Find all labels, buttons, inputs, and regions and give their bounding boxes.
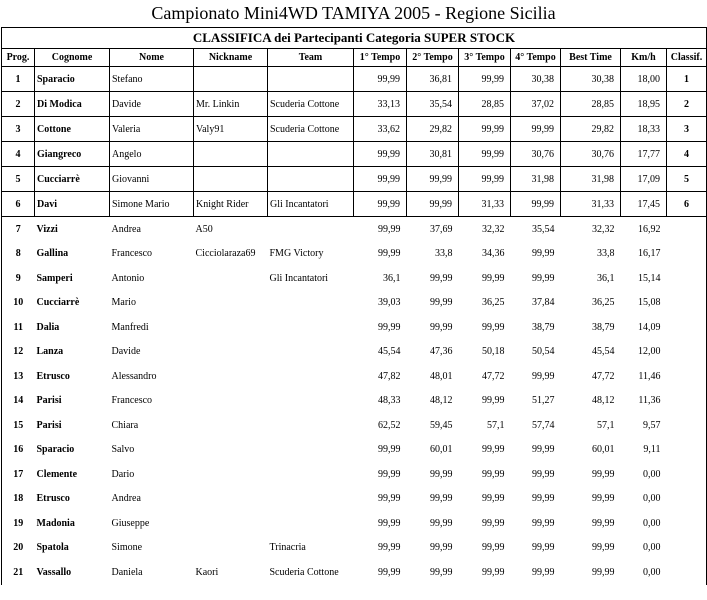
cell-nome: Angelo [110,142,194,167]
cell-cognome: Cucciarrè [36,297,80,309]
cell-tempo2: 47,36 [430,346,453,358]
cell-kmh: 12,00 [638,346,661,358]
cell-tempo2: 99,99 [430,297,453,309]
cell-classif [667,291,707,316]
table-row [2,413,707,438]
cell-prog: 1 [2,67,35,92]
cell-nome: Andrea [111,493,141,505]
cell-tempo4: 99,99 [532,370,555,382]
cell-nickname [194,167,268,192]
cell-kmh: 17,09 [621,167,667,192]
cell-nome: Francesco [111,248,153,260]
cell-tempo1: 99,99 [378,321,401,333]
cell-nome: Stefano [110,67,194,92]
cell-nome: Giovanni [110,167,194,192]
cell-cognome: Vassallo [36,566,72,578]
cell-nome: Antonio [111,272,145,284]
cell-kmh: 14,09 [638,321,661,333]
cell-kmh: 0,00 [643,493,661,505]
cell-cognome: Lanza [36,346,64,358]
cell-tempo3: 99,99 [482,542,505,554]
cell-tempo4: 99,99 [532,468,555,480]
cell-nickname [194,511,268,536]
cell-tempo3: 99,99 [482,444,505,456]
cell-best-time: 30,38 [561,67,621,92]
cell-tempo4: 37,84 [532,297,555,309]
cell-prog: 18 [2,487,35,512]
cell-prog: 9 [2,266,35,291]
cell-classif [667,511,707,536]
cell-tempo2: 99,99 [430,272,453,284]
cell-nickname [194,266,268,291]
cell-cognome: Cucciarrè [35,167,110,192]
header-row [2,49,707,67]
table-row [2,560,707,585]
cell-classif [667,438,707,463]
table-row [2,67,707,92]
cell-best-time: 38,79 [592,321,615,333]
cell-cognome: Etrusco [36,370,70,382]
cell-tempo2: 37,69 [430,223,453,235]
cell-nome: Manfredi [111,321,149,333]
cell-prog: 7 [2,217,35,242]
cell-tempo4: 51,27 [532,395,555,407]
cell-cognome: Clemente [36,468,78,480]
cell-best-time: 32,32 [592,223,615,235]
cell-tempo1: 33,62 [354,117,407,142]
cell-team [268,167,354,192]
cell-team [268,511,354,536]
cell-best-time: 31,33 [561,192,621,217]
col-header-prog: Prog. [2,49,35,67]
cell-tempo2: 59,45 [430,419,453,431]
cell-best-time: 29,82 [561,117,621,142]
cell-best-time: 36,25 [592,297,615,309]
cell-nome: Davide [110,92,194,117]
cell-tempo2: 99,99 [407,167,459,192]
cell-tempo1: 99,99 [378,248,401,260]
cell-cognome: Giangreco [35,142,110,167]
cell-classif [667,462,707,487]
cell-cognome: Samperi [36,272,73,284]
cell-team [268,487,354,512]
cell-classif [667,315,707,340]
cell-team: Scuderia Cottone [268,92,354,117]
cell-nickname: Knight Rider [194,192,268,217]
cell-tempo1: 99,99 [378,566,401,578]
cell-nickname [194,462,268,487]
cell-team [268,389,354,414]
cell-tempo2: 99,99 [430,517,453,529]
table-row [2,438,707,463]
col-header-cognome: Cognome [35,49,110,67]
cell-team [268,413,354,438]
cell-tempo4: 99,99 [532,493,555,505]
table-row [2,242,707,267]
cell-prog: 2 [2,92,35,117]
cell-classif [667,413,707,438]
cell-best-time: 30,76 [561,142,621,167]
cell-tempo4: 37,02 [511,92,561,117]
cell-cognome: Spatola [36,542,69,554]
cell-team [268,462,354,487]
cell-tempo1: 99,99 [378,542,401,554]
cell-team [268,142,354,167]
cell-classif: 3 [667,117,707,142]
cell-best-time: 47,72 [592,370,615,382]
cell-nickname: Cicciolaraza69 [195,248,256,260]
cell-cognome: Dalia [36,321,60,333]
cell-tempo3: 36,25 [482,297,505,309]
cell-tempo3: 34,36 [482,248,505,260]
cell-nickname [194,413,268,438]
cell-prog: 8 [2,242,35,267]
cell-team: Trinacria [269,542,306,554]
cell-tempo1: 47,82 [378,370,401,382]
cell-tempo1: 99,99 [354,192,407,217]
cell-kmh: 18,95 [621,92,667,117]
cell-nickname [194,315,268,340]
table-row [2,266,707,291]
cell-nome: Salvo [111,444,135,456]
cell-nickname: Kaori [195,566,219,578]
cell-tempo2: 36,81 [407,67,459,92]
table-row [2,92,707,117]
cell-team [268,438,354,463]
cell-kmh: 0,00 [643,566,661,578]
cell-kmh: 18,33 [621,117,667,142]
cell-best-time: 99,99 [592,517,615,529]
cell-cognome: Gallina [36,248,69,260]
cell-kmh: 15,08 [638,297,661,309]
cell-tempo4: 50,54 [532,346,555,358]
cell-team: Scuderia Cottone [269,566,339,578]
cell-team [268,67,354,92]
cell-cognome: Madonia [36,517,75,529]
cell-tempo1: 99,99 [378,468,401,480]
col-header-team: Team [268,49,354,67]
cell-team: Gli Incantatori [269,272,329,284]
cell-kmh: 0,00 [643,517,661,529]
cell-team: FMG Victory [269,248,324,260]
cell-nome: Dario [111,468,135,480]
cell-tempo3: 99,99 [482,321,505,333]
cell-prog: 11 [2,315,35,340]
cell-nome: Davide [111,346,141,358]
cell-cognome: Sparacio [36,444,75,456]
cell-kmh: 9,11 [643,444,661,456]
cell-tempo2: 99,99 [430,493,453,505]
cell-tempo2: 30,81 [407,142,459,167]
cell-team [268,340,354,365]
cell-prog: 13 [2,364,35,389]
cell-best-time: 57,1 [597,419,615,431]
cell-tempo4: 99,99 [532,542,555,554]
cell-nickname: Mr. Linkin [194,92,268,117]
cell-nickname [194,67,268,92]
cell-tempo2: 48,12 [430,395,453,407]
cell-best-time: 60,01 [592,444,615,456]
cell-tempo3: 99,99 [482,395,505,407]
cell-tempo1: 99,99 [378,444,401,456]
cell-kmh: 0,00 [643,542,661,554]
cell-tempo2: 99,99 [430,542,453,554]
cell-kmh: 11,36 [638,395,661,407]
cell-prog: 10 [2,291,35,316]
cell-best-time: 28,85 [561,92,621,117]
cell-cognome: Di Modica [35,92,110,117]
cell-best-time: 45,54 [592,346,615,358]
cell-tempo1: 33,13 [354,92,407,117]
cell-tempo3: 99,99 [459,67,511,92]
cell-nome: Simone Mario [110,192,194,217]
cell-tempo3: 50,18 [482,346,505,358]
cell-cognome: Sparacio [35,67,110,92]
cell-kmh: 0,00 [643,468,661,480]
cell-team [268,217,354,242]
cell-prog: 19 [2,511,35,536]
cell-tempo4: 99,99 [532,517,555,529]
cell-tempo4: 30,76 [511,142,561,167]
cell-tempo4: 99,99 [532,248,555,260]
cell-tempo2: 99,99 [430,468,453,480]
cell-tempo4: 99,99 [511,192,561,217]
table-row [2,192,707,217]
cell-best-time: 31,98 [561,167,621,192]
cell-cognome: Etrusco [36,493,70,505]
cell-nickname [194,389,268,414]
cell-tempo2: 35,54 [407,92,459,117]
cell-tempo4: 99,99 [532,444,555,456]
cell-prog: 3 [2,117,35,142]
cell-nome: Valeria [110,117,194,142]
cell-nickname [194,340,268,365]
cell-tempo3: 47,72 [482,370,505,382]
table-row [2,117,707,142]
cell-nickname: A50 [195,223,213,235]
cell-cognome: Vizzi [36,223,58,235]
cell-team: Gli Incantatori [268,192,354,217]
cell-classif [667,487,707,512]
table-row [2,142,707,167]
cell-tempo4: 57,74 [532,419,555,431]
cell-nickname [194,487,268,512]
cell-nickname [194,364,268,389]
cell-classif [667,364,707,389]
cell-tempo4: 99,99 [532,566,555,578]
cell-kmh: 17,77 [621,142,667,167]
cell-nome: Alessandro [111,370,157,382]
cell-classif [667,340,707,365]
cell-tempo3: 99,99 [482,493,505,505]
cell-tempo3: 99,99 [482,468,505,480]
cell-tempo4: 38,79 [532,321,555,333]
cell-tempo1: 99,99 [378,517,401,529]
page-title: Campionato Mini4WD TAMIYA 2005 - Regione Sicilia [151,3,556,23]
cell-kmh: 11,46 [638,370,661,382]
cell-tempo1: 99,99 [354,142,407,167]
cell-cognome: Davi [35,192,110,217]
cell-cognome: Parisi [36,395,62,407]
table-row [2,536,707,561]
cell-prog: 5 [2,167,35,192]
table-row [2,511,707,536]
table-row [2,340,707,365]
cell-team [268,364,354,389]
cell-nome: Mario [111,297,136,309]
cell-nome: Daniela [111,566,143,578]
cell-prog: 21 [2,560,35,585]
col-header-nickname: Nickname [194,49,268,67]
cell-tempo2: 29,82 [407,117,459,142]
cell-best-time: 48,12 [592,395,615,407]
table-row [2,389,707,414]
cell-nome: Simone [111,542,143,554]
cell-nickname: Valy91 [194,117,268,142]
table-row [2,167,707,192]
cell-cognome: Parisi [36,419,62,431]
cell-tempo4: 99,99 [532,272,555,284]
cell-kmh: 9,57 [643,419,661,431]
cell-classif: 2 [667,92,707,117]
cell-tempo3: 99,99 [459,142,511,167]
cell-classif: 1 [667,67,707,92]
table-row [2,487,707,512]
cell-tempo4: 99,99 [511,117,561,142]
cell-classif [667,217,707,242]
results-table [1,48,707,585]
cell-kmh: 16,17 [638,248,661,260]
table-row [2,291,707,316]
table-row [2,217,707,242]
cell-prog: 14 [2,389,35,414]
cell-classif [667,389,707,414]
cell-tempo3: 99,99 [459,167,511,192]
cell-classif: 5 [667,167,707,192]
cell-prog: 20 [2,536,35,561]
cell-kmh: 18,00 [621,67,667,92]
cell-tempo1: 39,03 [378,297,401,309]
cell-tempo1: 99,99 [378,223,401,235]
cell-tempo1: 99,99 [354,67,407,92]
col-header-tempo4: 4° Tempo [511,49,561,67]
cell-tempo1: 62,52 [378,419,401,431]
cell-prog: 17 [2,462,35,487]
cell-classif [667,242,707,267]
cell-team: Scuderia Cottone [268,117,354,142]
cell-tempo2: 99,99 [430,321,453,333]
cell-kmh: 16,92 [638,223,661,235]
cell-nickname [194,291,268,316]
cell-tempo3: 99,99 [459,117,511,142]
cell-tempo3: 99,99 [482,517,505,529]
cell-team [268,315,354,340]
cell-tempo1: 99,99 [354,167,407,192]
cell-tempo3: 99,99 [482,272,505,284]
cell-classif [667,266,707,291]
col-header-kmh: Km/h [621,49,667,67]
cell-best-time: 36,1 [597,272,615,284]
cell-best-time: 99,99 [592,468,615,480]
col-header-tempo1: 1° Tempo [354,49,407,67]
cell-tempo3: 99,99 [482,566,505,578]
cell-classif: 4 [667,142,707,167]
col-header-best-time: Best Time [561,49,621,67]
cell-prog: 16 [2,438,35,463]
cell-tempo1: 45,54 [378,346,401,358]
table-row [2,364,707,389]
cell-best-time: 99,99 [592,542,615,554]
cell-tempo2: 48,01 [430,370,453,382]
cell-nickname [194,536,268,561]
cell-prog: 15 [2,413,35,438]
cell-best-time: 33,8 [597,248,615,260]
cell-kmh: 15,14 [638,272,661,284]
cell-tempo4: 35,54 [532,223,555,235]
cell-tempo4: 30,38 [511,67,561,92]
col-header-classif: Classif. [667,49,707,67]
table-subtitle: CLASSIFICA dei Partecipanti Categoria SUPER STOCK [1,27,707,48]
cell-tempo1: 48,33 [378,395,401,407]
cell-tempo3: 31,33 [459,192,511,217]
cell-tempo3: 57,1 [487,419,505,431]
cell-team [268,291,354,316]
cell-tempo4: 31,98 [511,167,561,192]
cell-nome: Giuseppe [111,517,150,529]
cell-nickname [194,438,268,463]
cell-nome: Andrea [111,223,141,235]
col-header-nome: Nome [110,49,194,67]
cell-nome: Chiara [111,419,139,431]
cell-tempo2: 60,01 [430,444,453,456]
cell-tempo1: 36,1 [383,272,401,284]
cell-classif: 6 [667,192,707,217]
cell-nickname [194,142,268,167]
cell-tempo3: 28,85 [459,92,511,117]
cell-nome: Francesco [111,395,153,407]
cell-tempo3: 32,32 [482,223,505,235]
cell-tempo2: 99,99 [430,566,453,578]
cell-classif [667,536,707,561]
cell-prog: 4 [2,142,35,167]
col-header-tempo2: 2° Tempo [407,49,459,67]
cell-prog: 12 [2,340,35,365]
cell-kmh: 17,45 [621,192,667,217]
table-row [2,462,707,487]
cell-prog: 6 [2,192,35,217]
cell-classif [667,560,707,585]
col-header-tempo3: 3° Tempo [459,49,511,67]
cell-best-time: 99,99 [592,493,615,505]
cell-best-time: 99,99 [592,566,615,578]
table-row [2,315,707,340]
cell-tempo1: 99,99 [378,493,401,505]
cell-tempo2: 99,99 [407,192,459,217]
cell-cognome: Cottone [35,117,110,142]
cell-tempo2: 33,8 [435,248,453,260]
